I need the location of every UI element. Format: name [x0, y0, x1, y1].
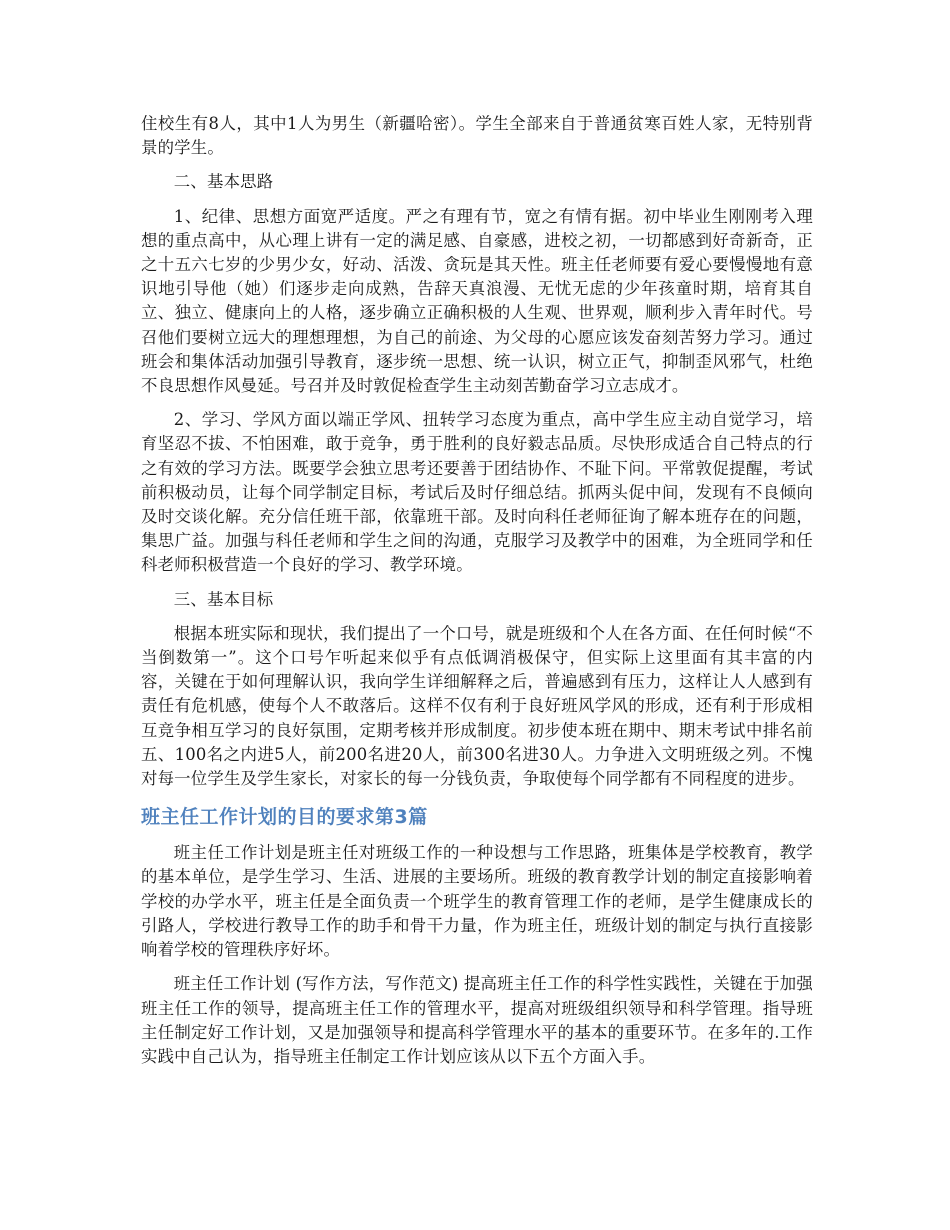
- plan-paragraph-2: 班主任工作计划 (写作方法，写作范文) 提高班主任工作的科学性实践性，关键在于加强班主任工作的领导，提高班主任工作的管理水平，提高对班级组织领导和科学管理。指导班主任制定好工作计划，又是加强领导和提高科学管理水平的基本的重要环节。在多年的.工作实践中自己认为，指导班主任制定工作计划应该从以下五个方面入手。: [141, 974, 813, 1066]
- article-heading: 班主任工作计划的目的要求第3篇: [141, 806, 428, 829]
- discipline-paragraph: 1、纪律、思想方面宽严适度。严之有理有节，宽之有情有据。初中毕业生刚刚考入理想的重点高中，从心理上讲有一定的满足感、自豪感，进校之初，一切都感到好奇新奇，正之十五六七岁的少男少女，好动、活泼、贪玩是其天性。班主任老师要有爱心要慢慢地有意识地引导他（她）们逐步走向成熟，告辞天真浪漫、无忧无虑的少年孩童时期，培育其自立、独立、健康向上的人格，逐步确立正确积极的人生观、世界观，顺利步入青年时代。号召他们要树立远大的理想理想，为自己的前途、为父母的心愿应该发奋刻苦努力学习。通过班会和集体活动加强引导教育，逐步统一思想、统一认识，树立正气，抑制歪风邪气，杜绝不良思想作风曼延。号召并及时敦促检查学生主动刻苦勤奋学习立志成才。: [141, 206, 813, 396]
- study-paragraph: 2、学习、学风方面以端正学风、扭转学习态度为重点，高中学生应主动自觉学习，培育坚忍不拔、不怕困难，敢于竞争，勇于胜利的良好毅志品质。尽快形成适合自己特点的行之有效的学习方法。既要学会独立思考还要善于团结协作、不耻下问。平常敦促提醒，考试前积极动员，让每个同学制定目标，考试后及时仔细总结。抓两头促中间，发现有不良倾向及时交谈化解。充分信任班干部，依靠班干部。及时向科任老师征询了解本班存在的问题，集思广益。加强与科任老师和学生之间的沟通，克服学习及教学中的困难，为全班同学和任科老师积极营造一个良好的学习、教学环境。: [141, 410, 813, 575]
- goal-paragraph: 根据本班实际和现状，我们提出了一个口号，就是班级和个人在各方面、在任何时候“不当倒数第一”。这个口号乍听起来似乎有点低调消极保守，但实际上这里面有其丰富的内容，关键在于如何理解认识，我向学生详细解释之后，普遍感到有压力，这样让人人感到有责任有危机感，使每个人不敢落后。这样不仅有利于良好班风学风的形成，还有利于形成相互竞争相互学习的良好氛围，定期考核并形成制度。初步使本班在期中、期末考试中排名前五、100名之内进5人，前200名进20人，前300名进30人。力争进入文明班级之列。不愧对每一位学生及学生家长，对家长的每一分钱负责，争取使每个同学都有不同程度的进步。: [141, 623, 813, 789]
- section-title-basic-goals: 三、基本目标: [173, 589, 274, 609]
- plan-paragraph-1: 班主任工作计划是班主任对班级工作的一种设想与工作思路，班集体是学校教育，教学的基本单位，是学生学习、生活、进展的主要场所。班级的教育教学计划的制定直接影响着学校的办学水平，班主任是全面负责一个班学生的教育管理工作的老师，是学生健康成长的引路人，学校进行教导工作的助手和骨干力量，作为班主任，班级计划的制定与执行直接影响着学校的管理秩序好坏。: [141, 843, 813, 960]
- document-page: [141, 112, 813, 1079]
- intro-paragraph: 住校生有8人，其中1人为男生（新疆哈密）。学生全部来自于普通贫寒百姓人家，无特别背景的学生。: [141, 114, 813, 158]
- section-title-basic-approach: 二、基本思路: [173, 172, 274, 192]
